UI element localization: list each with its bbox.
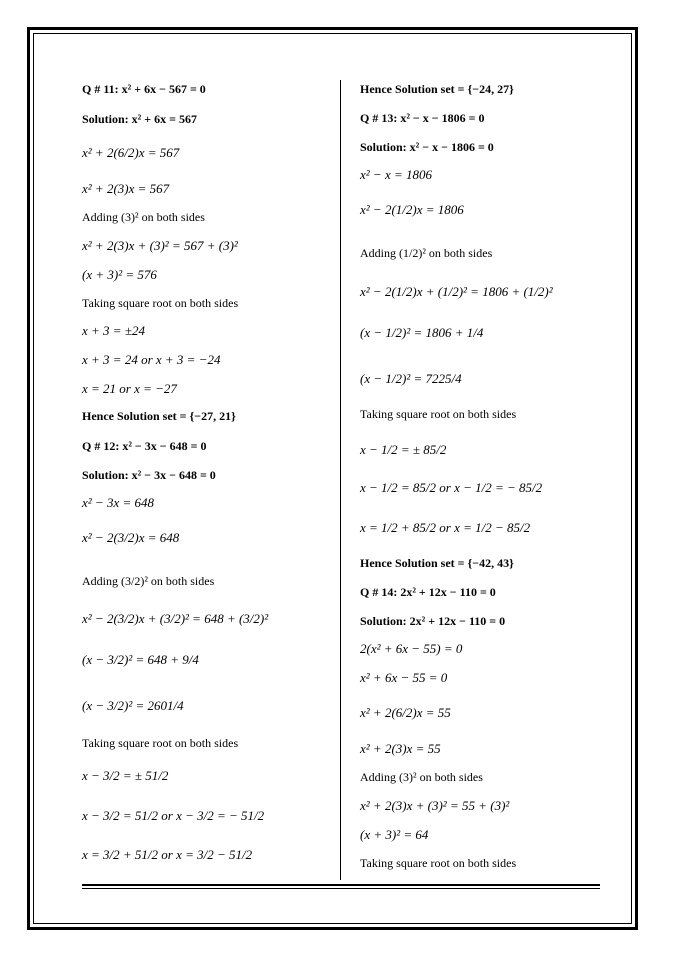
q11-solution-set: Hence Solution set = {−27, 21} [82, 409, 236, 423]
q14-step: (x + 3)² = 64 [360, 827, 429, 842]
q12-step: x = 3/2 + 51/2 or x = 3/2 − 51/2 [82, 847, 253, 862]
q14-step: x² + 6x − 55 = 0 [360, 670, 448, 685]
q13-step: (x − 1/2)² = 7225/4 [360, 371, 462, 386]
q13-step: x² − 2(1/2)x + (1/2)² = 1806 + (1/2)² [360, 284, 553, 299]
q13-step: x − 1/2 = 85/2 or x − 1/2 = − 85/2 [360, 480, 543, 495]
q14-step: x² + 2(6/2)x = 55 [360, 705, 451, 720]
q11-heading: Q # 11: x² + 6x − 567 = 0 [82, 82, 206, 96]
q11-step: (x + 3)² = 576 [82, 267, 157, 282]
footer-rule-thin [82, 888, 600, 889]
q13-note: Adding (1/2)² on both sides [360, 246, 493, 260]
q14-solution: Solution: 2x² + 12x − 110 = 0 [360, 614, 506, 628]
q12-step: x² − 3x = 648 [82, 495, 154, 510]
footer-rule [82, 884, 600, 886]
q12-solution: Solution: x² − 3x − 648 = 0 [82, 468, 216, 482]
q12-step: (x − 3/2)² = 648 + 9/4 [82, 652, 199, 667]
q11-step: x + 3 = ±24 [82, 323, 145, 338]
q11-solution: Solution: x² + 6x = 567 [82, 112, 197, 126]
q12-step: x² − 2(3/2)x + (3/2)² = 648 + (3/2)² [82, 611, 269, 626]
q12-step: (x − 3/2)² = 2601/4 [82, 698, 184, 713]
q13-heading: Q # 13: x² − x − 1806 = 0 [360, 111, 485, 125]
q13-note: Taking square root on both sides [360, 407, 517, 421]
q11-step: x² + 2(3)x + (3)² = 567 + (3)² [82, 238, 238, 253]
q13-solution: Solution: x² − x − 1806 = 0 [360, 140, 494, 154]
q13-step: x = 1/2 + 85/2 or x = 1/2 − 85/2 [360, 520, 531, 535]
q11-step: x = 21 or x = −27 [82, 381, 177, 396]
q14-step: x² + 2(3)x = 55 [360, 741, 441, 756]
q12-step: x − 3/2 = 51/2 or x − 3/2 = − 51/2 [82, 808, 265, 823]
column-divider [340, 80, 341, 880]
q12-solution-set: Hence Solution set = {−24, 27} [360, 82, 514, 96]
q13-step: x² − x = 1806 [360, 167, 432, 182]
q14-step: 2(x² + 6x − 55) = 0 [360, 641, 463, 656]
q11-note: Adding (3)² on both sides [82, 210, 205, 224]
q12-heading: Q # 12: x² − 3x − 648 = 0 [82, 439, 207, 453]
q12-note: Taking square root on both sides [82, 736, 239, 750]
q14-note: Adding (3)² on both sides [360, 770, 483, 784]
q12-step: x − 3/2 = ± 51/2 [82, 768, 169, 783]
q14-step: x² + 2(3)x + (3)² = 55 + (3)² [360, 798, 510, 813]
q11-note: Taking square root on both sides [82, 296, 239, 310]
q14-heading: Q # 14: 2x² + 12x − 110 = 0 [360, 585, 496, 599]
q12-step: x² − 2(3/2)x = 648 [82, 530, 180, 545]
q14-note: Taking square root on both sides [360, 856, 517, 870]
q11-step: x² + 2(6/2)x = 567 [82, 145, 180, 160]
q12-note: Adding (3/2)² on both sides [82, 574, 215, 588]
q13-step: x − 1/2 = ± 85/2 [360, 442, 447, 457]
q11-step: x + 3 = 24 or x + 3 = −24 [82, 352, 221, 367]
q13-step: x² − 2(1/2)x = 1806 [360, 202, 464, 217]
q13-solution-set: Hence Solution set = {−42, 43} [360, 556, 514, 570]
q11-step: x² + 2(3)x = 567 [82, 181, 170, 196]
q13-step: (x − 1/2)² = 1806 + 1/4 [360, 325, 484, 340]
